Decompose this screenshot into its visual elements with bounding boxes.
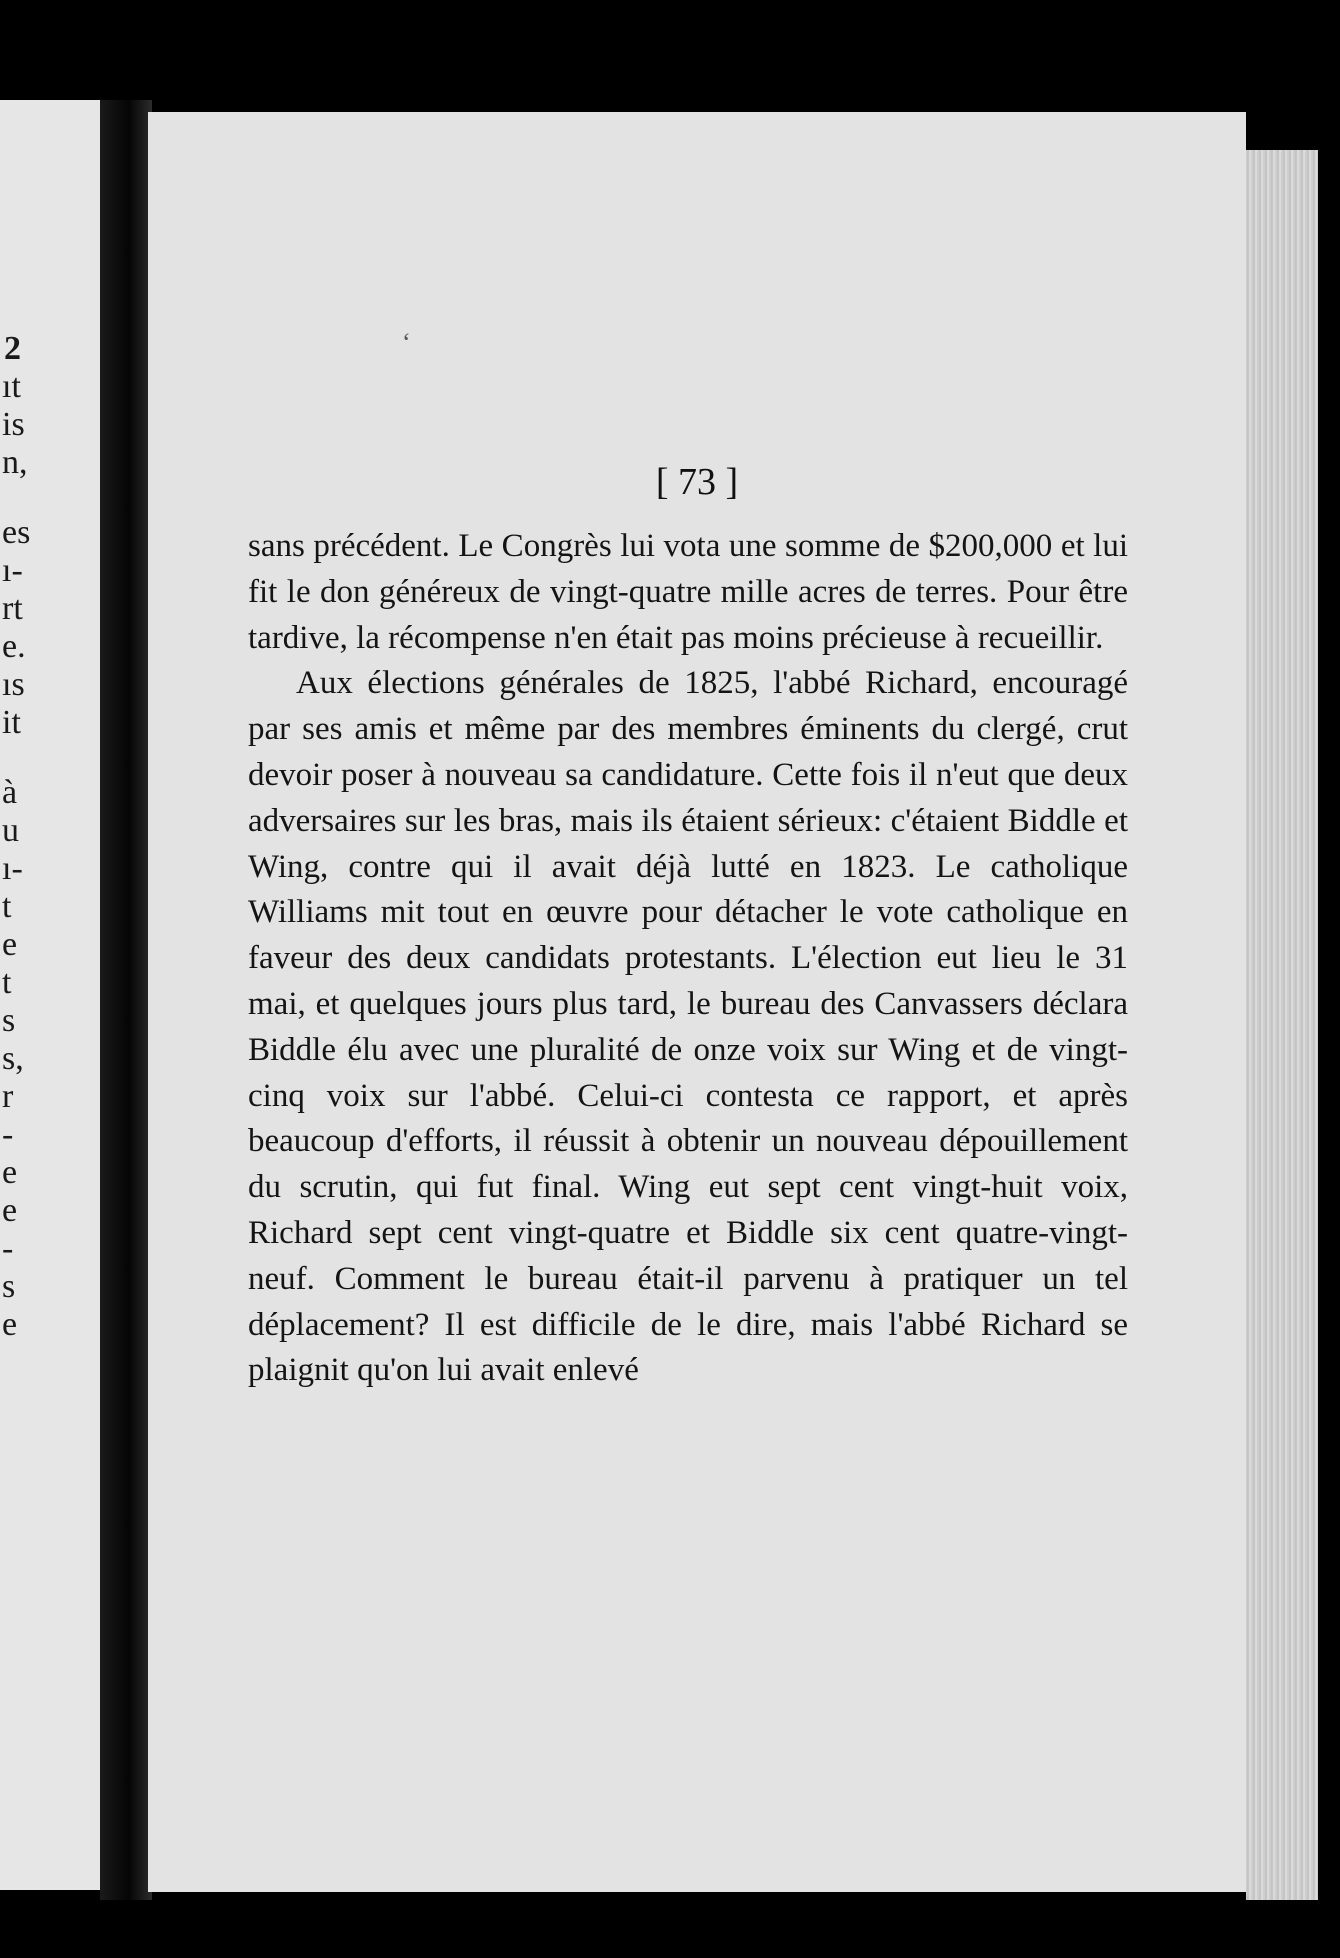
line-end: - bbox=[2, 1116, 14, 1153]
page-edge-stack bbox=[1246, 150, 1318, 1900]
line-end: ıs bbox=[2, 666, 25, 703]
line-end: s, bbox=[2, 1040, 24, 1077]
line-end: is bbox=[2, 406, 25, 443]
line-end: r bbox=[2, 1078, 14, 1115]
line-end: à bbox=[2, 774, 18, 811]
line-end: s bbox=[2, 1002, 16, 1039]
line-end: - bbox=[2, 1230, 14, 1267]
line-end: e bbox=[2, 926, 18, 963]
line-end: s bbox=[2, 1268, 16, 1305]
book-gutter bbox=[100, 100, 152, 1900]
line-end: 2 bbox=[4, 330, 21, 367]
line-end: t bbox=[2, 888, 12, 925]
line-end: it bbox=[2, 704, 21, 741]
line-end: ıt bbox=[2, 368, 21, 405]
line-end: e bbox=[2, 1192, 18, 1229]
page-number: [ 73 ] bbox=[655, 461, 739, 503]
line-end: e bbox=[2, 1154, 18, 1191]
book-page bbox=[148, 112, 1246, 1892]
line-end: e. bbox=[2, 628, 26, 665]
line-end: rt bbox=[2, 590, 23, 627]
line-end: ı- bbox=[2, 850, 23, 887]
line-end: t bbox=[2, 964, 12, 1001]
line-end: e bbox=[2, 1306, 18, 1343]
body-text bbox=[248, 524, 1128, 1394]
line-end: ı- bbox=[2, 552, 23, 589]
line-end: n, bbox=[2, 444, 28, 481]
paragraph: sans précédent. Le Congrès lui vota une somme de $200,000 et lui fit le don généreux de vingt-quatre mille acres de terres. Pour être tardive, la récompense n'en était pas moins précieuse à recueillir. bbox=[248, 528, 1128, 656]
ink-speck: ʻ bbox=[402, 328, 411, 357]
line-end: u bbox=[2, 812, 19, 849]
paragraph: Aux élections générales de 1825, l'abbé Richard, encouragé par ses amis et même par des membres éminents du clergé, crut devoir poser à nouveau sa candidature. Cette fois il n'eut que deux adversaires sur les bras, mais ils étaient sérieux: c'étaient Biddle et Wing, contre qui il avait déjà lutté en 1823. Le catholique Williams mit tout en œuvre pour détacher le vote catholique en faveur des deux candidats protestants. L'élection eut lieu le 31 mai, et quelques jours plus tard, le bureau des Canvassers déclara Biddle élu avec une pluralité de onze voix sur Wing et de vingt-cinq voix sur l'abbé. Celui-ci contesta ce rapport, et après beaucoup d'efforts, il réussit à obtenir un nouveau dépouillement du scrutin, qui fut final. Wing eut sept cent vingt-huit voix, Richard sept cent vingt-quatre et Biddle six cent quatre-vingt-neuf. Comment le bureau était-il parvenu à pratiquer un tel déplacement? Il est difficile de le dire, mais l'abbé Richard se plaignit qu'on lui avait enlevé bbox=[248, 665, 1128, 1389]
line-end: es bbox=[2, 514, 31, 551]
